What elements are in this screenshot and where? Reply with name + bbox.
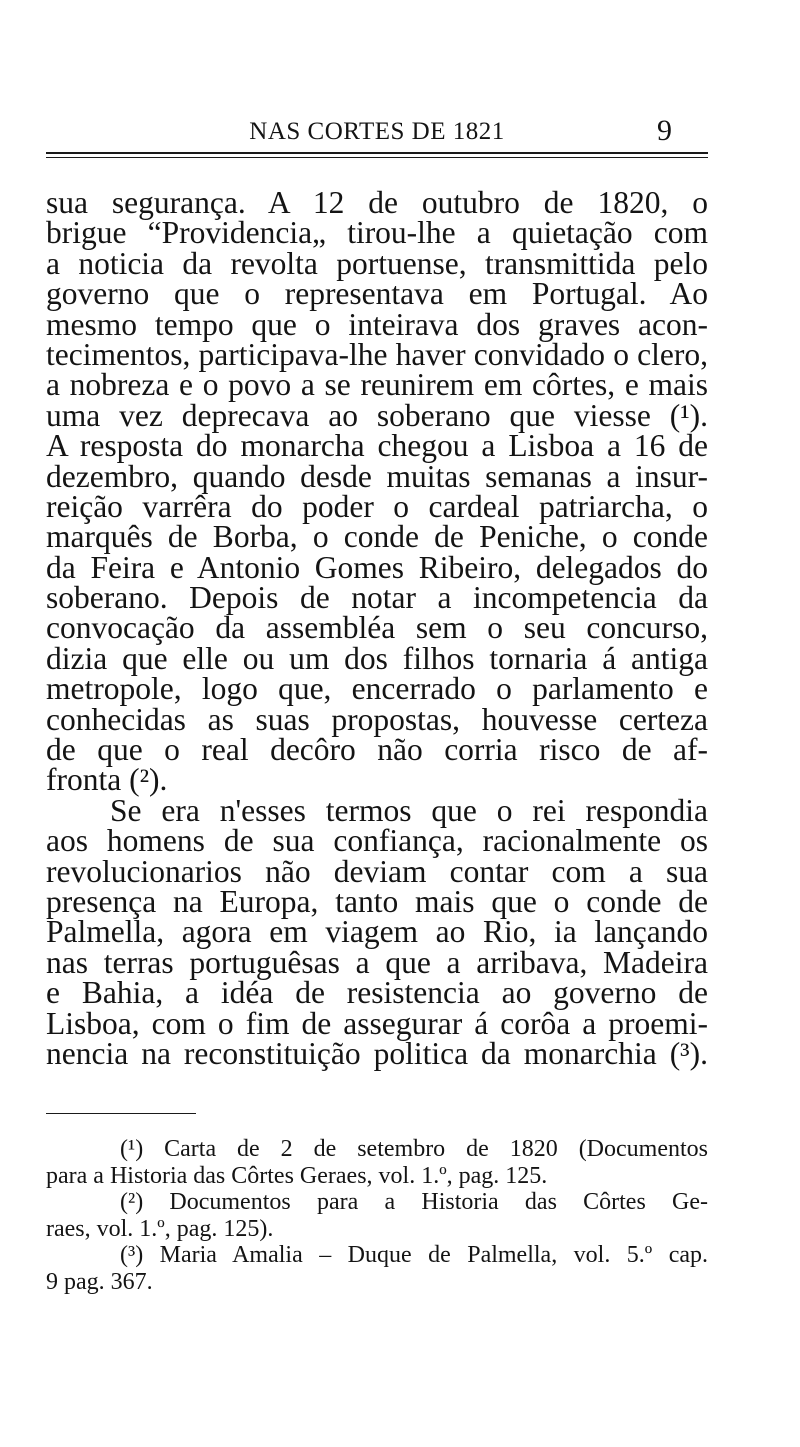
footnote-line: (¹) Carta de 2 de setembro de 1820 (Documentos bbox=[120, 1136, 708, 1162]
body-text bbox=[46, 185, 708, 1071]
body-line: tecimentos, participava-lhe haver convidado o clero, bbox=[46, 336, 708, 372]
body-line: dizia que elle ou um dos filhos tornaria á antiga bbox=[46, 640, 708, 676]
body-line: mesmo tempo que o inteirava dos graves acon- bbox=[46, 306, 708, 342]
body-line: nas terras portuguêsas a que a arribava, Madeira bbox=[46, 944, 708, 980]
body-line: a noticia da revolta portuense, transmittida pelo bbox=[46, 245, 708, 281]
footnote-line: para a Historia das Côrtes Geraes, vol. 1.º, pag. 125. bbox=[46, 1162, 548, 1189]
page-header bbox=[46, 112, 708, 152]
body-line: convocação da assembléa sem o seu concurso, bbox=[46, 610, 708, 646]
body-line: nencia na reconstituição politica da monarchia (³). bbox=[46, 1035, 708, 1071]
body-line: marquês de Borba, o conde de Peniche, o conde bbox=[46, 519, 708, 555]
body-line: presença na Europa, tanto mais que o conde de bbox=[46, 883, 708, 919]
body-line: revolucionarios não deviam contar com a sua bbox=[46, 853, 708, 889]
body-line: da Feira e Antonio Gomes Ribeiro, delegados do bbox=[46, 549, 708, 585]
body-line: metropole, logo que, encerrado o parlamento e bbox=[46, 671, 708, 707]
footnote-line: (³) Maria Amalia – Duque de Palmella, vol. 5.º cap. bbox=[120, 1242, 708, 1268]
header-rule-thick bbox=[46, 152, 708, 154]
body-line: brigue “Providencia„ tirou-lhe a quietação com bbox=[46, 215, 708, 251]
body-line: conhecidas as suas propostas, houvesse certeza bbox=[46, 701, 708, 737]
footnotes bbox=[46, 1136, 708, 1295]
footnote-line: (²) Documentos para a Historia das Côrtes Ge- bbox=[120, 1189, 708, 1215]
body-line: de que o real decôro não corria risco de af- bbox=[46, 732, 708, 768]
header-rule-thin bbox=[46, 157, 708, 158]
body-line: e Bahia, a idéa de resistencia ao governo de bbox=[46, 975, 708, 1011]
body-line: Se era n'esses termos que o rei respondia bbox=[110, 792, 708, 828]
body-line: Lisboa, com o fim de assegurar á corôa a proemi- bbox=[46, 1005, 708, 1041]
running-title: NAS CORTES DE 1821 bbox=[249, 118, 505, 145]
body-line: dezembro, quando desde muitas semanas a insur- bbox=[46, 458, 708, 494]
footnote-line: 9 pag. 367. bbox=[46, 1268, 153, 1295]
footnote-line: raes, vol. 1.º, pag. 125). bbox=[46, 1215, 274, 1242]
body-line: Palmella, agora em viagem ao Rio, ia lançando bbox=[46, 914, 708, 950]
footnote-rule bbox=[46, 1113, 196, 1114]
body-line: reição varrêra do poder o cardeal patriarcha, o bbox=[46, 488, 708, 524]
body-line: uma vez deprecava ao soberano que viesse (¹). bbox=[46, 397, 708, 433]
body-line: soberano. Depois de notar a incompetencia da bbox=[46, 580, 708, 616]
body-line: A resposta do monarcha chegou a Lisboa a 16 de bbox=[46, 428, 708, 464]
body-line: fronta (²). bbox=[46, 762, 168, 798]
body-line: sua segurança. A 12 de outubro de 1820, o bbox=[46, 185, 708, 220]
page-number: 9 bbox=[657, 114, 672, 147]
body-line: aos homens de sua confiança, racionalmente os bbox=[46, 823, 708, 859]
body-line: governo que o representava em Portugal. Ao bbox=[46, 276, 708, 312]
body-line: a nobreza e o povo a se reunirem em côrtes, e mais bbox=[46, 367, 708, 403]
